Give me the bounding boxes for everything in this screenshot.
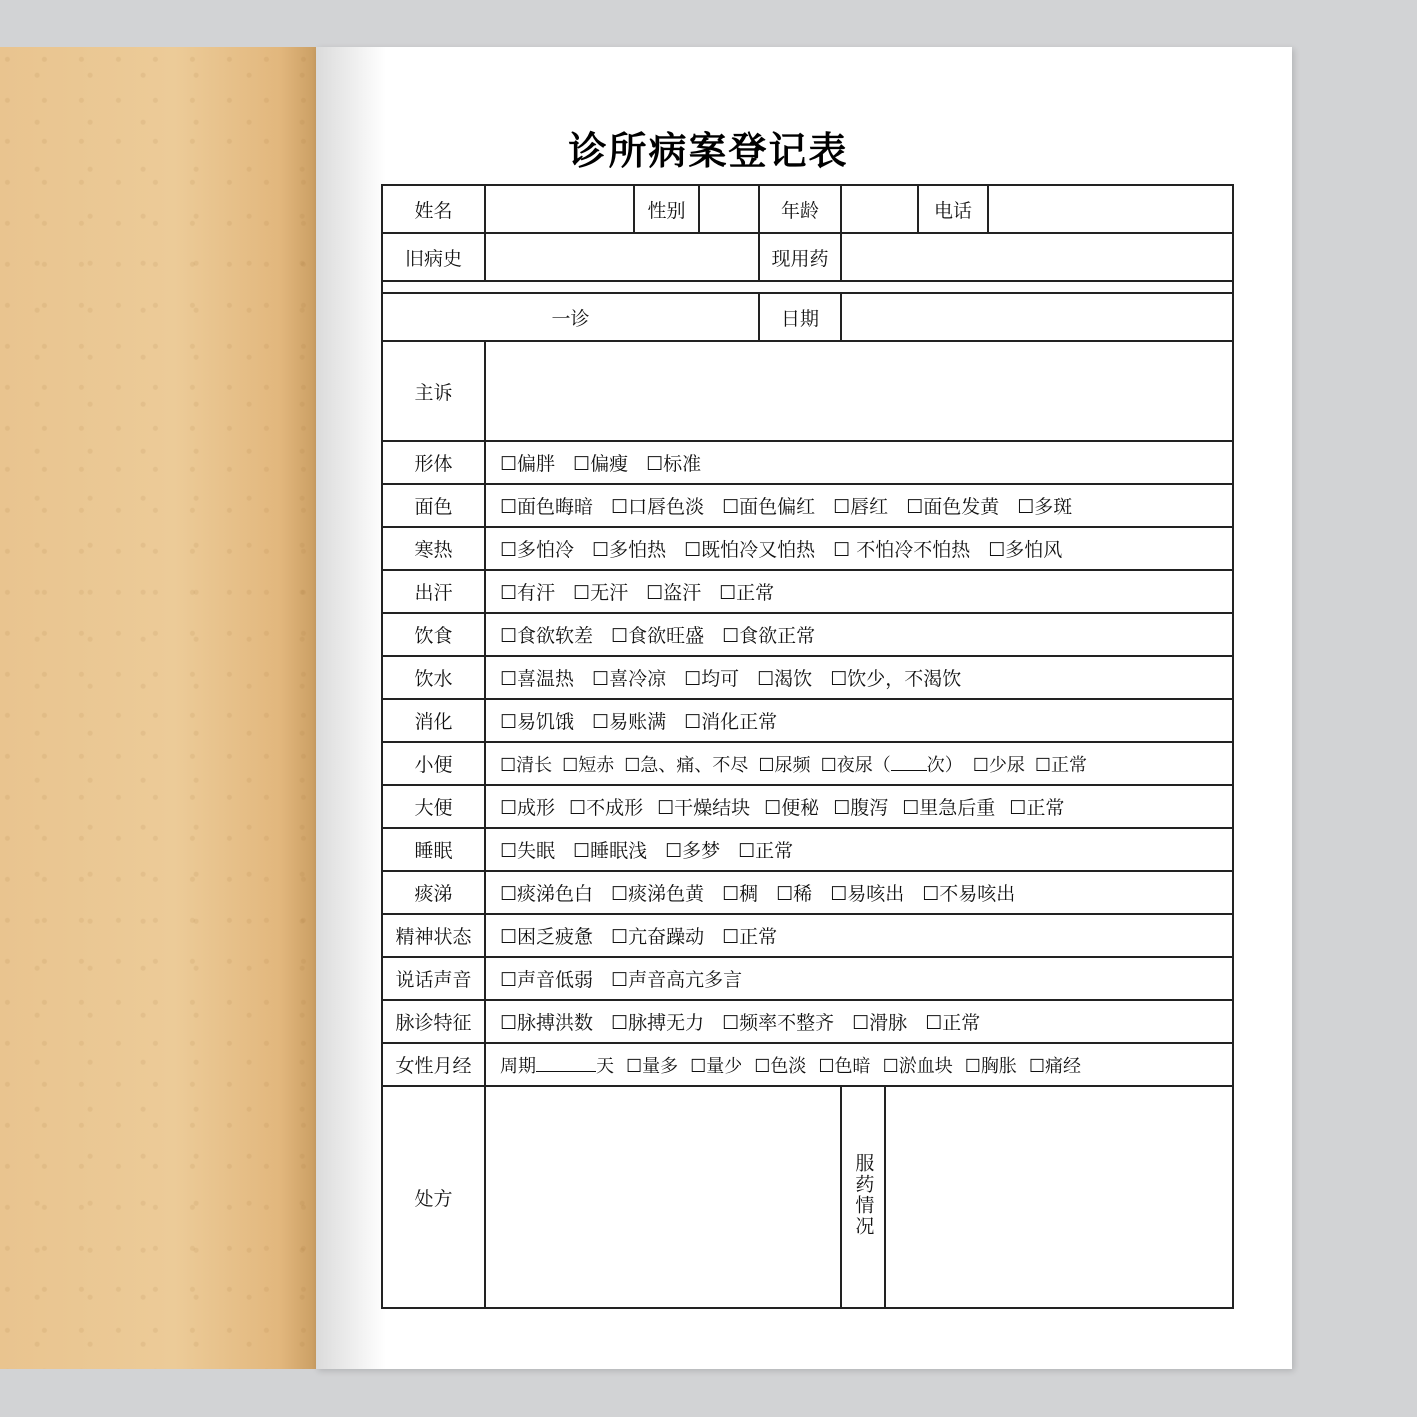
checkbox-option[interactable]: ☐脉搏洪数 bbox=[500, 1012, 594, 1034]
checkbox-option[interactable]: ☐盗汗 bbox=[646, 582, 702, 604]
symptom-options bbox=[485, 828, 1233, 871]
symptom-options bbox=[485, 1000, 1233, 1043]
checkbox-option[interactable]: ☐尿频 bbox=[758, 754, 811, 776]
checkbox-option[interactable]: ☐频率不整齐 bbox=[722, 1012, 835, 1034]
checkbox-option[interactable]: ☐食欲正常 bbox=[722, 625, 816, 647]
record-table bbox=[381, 184, 1234, 1309]
gender-label: 性别 bbox=[634, 185, 699, 233]
checkbox-option[interactable]: ☐面色晦暗 bbox=[500, 496, 594, 518]
symptom-options bbox=[485, 699, 1233, 742]
medication-status-cell bbox=[841, 1086, 885, 1308]
checkbox-option[interactable]: ☐易账满 bbox=[592, 711, 667, 733]
checkbox-option[interactable]: ☐正常 bbox=[1034, 754, 1087, 776]
symptom-options bbox=[485, 957, 1233, 1000]
symptom-options bbox=[485, 441, 1233, 484]
checkbox-option[interactable]: ☐既怕冷又怕热 bbox=[684, 539, 816, 561]
symptom-label: 出汗 bbox=[382, 570, 485, 613]
symptom-options bbox=[485, 613, 1233, 656]
symptom-label: 睡眠 bbox=[382, 828, 485, 871]
checkbox-option[interactable]: ☐喜温热 bbox=[500, 668, 575, 690]
checkbox-option[interactable]: ☐稀 bbox=[776, 883, 813, 905]
checkbox-option[interactable]: ☐色暗 bbox=[818, 1055, 871, 1077]
checkbox-option[interactable]: ☐正常 bbox=[1009, 797, 1065, 819]
checkbox-option[interactable]: ☐短赤 bbox=[562, 754, 615, 776]
medication-status-label: 服药情况 bbox=[852, 1152, 875, 1237]
current-meds-field[interactable] bbox=[841, 233, 1233, 281]
age-label: 年龄 bbox=[759, 185, 841, 233]
symptom-options bbox=[485, 785, 1233, 828]
checkbox-option[interactable]: ☐痰涕色黄 bbox=[611, 883, 705, 905]
checkbox-option[interactable]: ☐色淡 bbox=[754, 1055, 807, 1077]
checkbox-option[interactable]: ☐睡眠浅 bbox=[573, 840, 648, 862]
checkbox-option[interactable]: ☐均可 bbox=[684, 668, 740, 690]
history-label: 旧病史 bbox=[382, 233, 485, 281]
checkbox-option[interactable]: ☐不易咳出 bbox=[922, 883, 1016, 905]
form-title: 诊所病案登记表 bbox=[568, 129, 849, 173]
checkbox-option[interactable]: ☐胸胀 bbox=[964, 1055, 1017, 1077]
checkbox-option[interactable]: ☐里急后重 bbox=[902, 797, 996, 819]
complaint-field[interactable] bbox=[485, 341, 1233, 441]
symptom-options bbox=[485, 570, 1233, 613]
symptom-options bbox=[485, 484, 1233, 527]
phone-label: 电话 bbox=[918, 185, 988, 233]
checkbox-option[interactable]: ☐多斑 bbox=[1017, 496, 1073, 518]
date-label: 日期 bbox=[759, 293, 841, 341]
checkbox-option[interactable]: ☐稠 bbox=[722, 883, 759, 905]
symptom-options bbox=[485, 1043, 1233, 1086]
checkbox-option[interactable]: ☐面色偏红 bbox=[722, 496, 816, 518]
checkbox-option[interactable]: ☐易饥饿 bbox=[500, 711, 575, 733]
checkbox-option[interactable]: ☐声音高亢多言 bbox=[611, 969, 743, 991]
checkbox-option[interactable]: ☐不成形 bbox=[569, 797, 644, 819]
checkbox-option[interactable]: ☐痰涕色白 bbox=[500, 883, 594, 905]
checkbox-option[interactable]: ☐消化正常 bbox=[684, 711, 778, 733]
night-urination-suffix: 次） bbox=[926, 754, 963, 776]
symptom-label: 精神状态 bbox=[382, 914, 485, 957]
cycle-suffix: 天 bbox=[596, 1055, 614, 1077]
symptom-options bbox=[485, 742, 1233, 785]
checkbox-option[interactable]: ☐无汗 bbox=[573, 582, 629, 604]
symptom-label: 饮食 bbox=[382, 613, 485, 656]
checkbox-option[interactable]: ☐喜冷凉 bbox=[592, 668, 667, 690]
cycle-days-blank[interactable] bbox=[536, 1057, 596, 1072]
prescription-field[interactable] bbox=[485, 1086, 841, 1308]
checkbox-option[interactable]: ☐困乏疲惫 bbox=[500, 926, 594, 948]
menstrual-cycle-option[interactable] bbox=[500, 1052, 614, 1078]
checkbox-option[interactable]: ☐淤血块 bbox=[882, 1055, 953, 1077]
checkbox-option[interactable]: ☐多怕热 bbox=[592, 539, 667, 561]
checkbox-option[interactable]: ☐易咳出 bbox=[830, 883, 905, 905]
checkbox-option[interactable]: ☐正常 bbox=[925, 1012, 981, 1034]
symptom-label: 寒热 bbox=[382, 527, 485, 570]
symptom-label: 脉诊特征 bbox=[382, 1000, 485, 1043]
section-divider bbox=[382, 281, 1233, 293]
checkbox-option[interactable]: ☐急、痛、不尽 bbox=[624, 754, 749, 776]
history-field[interactable] bbox=[485, 233, 759, 281]
symptom-label: 饮水 bbox=[382, 656, 485, 699]
checkbox-option[interactable]: ☐ 不怕冷不怕热 bbox=[833, 539, 971, 561]
checkbox-option[interactable]: ☐痛经 bbox=[1028, 1055, 1081, 1077]
checkbox-option[interactable]: ☐成形 bbox=[500, 797, 556, 819]
phone-field[interactable] bbox=[988, 185, 1233, 233]
record-form bbox=[381, 184, 1232, 1309]
symptom-label: 面色 bbox=[382, 484, 485, 527]
symptom-label: 痰涕 bbox=[382, 871, 485, 914]
checkbox-option[interactable]: ☐多怕冷 bbox=[500, 539, 575, 561]
age-field[interactable] bbox=[841, 185, 918, 233]
symptom-options bbox=[485, 914, 1233, 957]
symptom-options bbox=[485, 656, 1233, 699]
kraft-cover bbox=[0, 47, 318, 1369]
checkbox-option[interactable]: ☐便秘 bbox=[764, 797, 820, 819]
checkbox-option[interactable]: ☐多梦 bbox=[665, 840, 721, 862]
complaint-label: 主诉 bbox=[382, 341, 485, 441]
checkbox-option[interactable]: ☐饮少，不渴饮 bbox=[830, 668, 962, 690]
symptom-label: 小便 bbox=[382, 742, 485, 785]
date-field[interactable] bbox=[841, 293, 1233, 341]
night-urination-prefix: ☐夜尿（ bbox=[820, 754, 891, 776]
checkbox-option[interactable]: ☐偏瘦 bbox=[573, 453, 629, 475]
symptom-options bbox=[485, 871, 1233, 914]
checkbox-option[interactable]: ☐量多 bbox=[626, 1055, 679, 1077]
first-visit-label: 一诊 bbox=[382, 293, 759, 341]
page-gutter-shadow bbox=[316, 47, 386, 1369]
current-meds-label: 现用药 bbox=[759, 233, 841, 281]
symptom-label: 说话声音 bbox=[382, 957, 485, 1000]
checkbox-option[interactable]: ☐标准 bbox=[646, 453, 702, 475]
checkbox-option[interactable]: ☐多怕风 bbox=[988, 539, 1063, 561]
medication-status-field[interactable] bbox=[885, 1086, 1233, 1308]
symptom-label: 形体 bbox=[382, 441, 485, 484]
cycle-prefix: 周期 bbox=[500, 1055, 536, 1077]
checkbox-option[interactable]: ☐干燥结块 bbox=[657, 797, 751, 819]
checkbox-option[interactable]: ☐有汗 bbox=[500, 582, 556, 604]
checkbox-option[interactable]: ☐清长 bbox=[500, 754, 553, 776]
checkbox-option[interactable]: ☐滑脉 bbox=[852, 1012, 908, 1034]
checkbox-option[interactable]: ☐失眠 bbox=[500, 840, 556, 862]
checkbox-option[interactable]: ☐正常 bbox=[738, 840, 794, 862]
checkbox-option[interactable]: ☐唇红 bbox=[833, 496, 889, 518]
checkbox-option[interactable]: ☐少尿 bbox=[972, 754, 1025, 776]
checkbox-option[interactable]: ☐偏胖 bbox=[500, 453, 556, 475]
name-label: 姓名 bbox=[382, 185, 485, 233]
checkbox-option[interactable]: ☐口唇色淡 bbox=[611, 496, 705, 518]
prescription-label: 处方 bbox=[382, 1086, 485, 1308]
checkbox-option[interactable]: ☐正常 bbox=[719, 582, 775, 604]
symptom-label: 女性月经 bbox=[382, 1043, 485, 1086]
checkbox-option[interactable]: ☐正常 bbox=[722, 926, 778, 948]
symptom-label: 大便 bbox=[382, 785, 485, 828]
checkbox-option[interactable]: ☐量少 bbox=[690, 1055, 743, 1077]
night-count-blank[interactable] bbox=[891, 756, 927, 771]
gender-field[interactable] bbox=[699, 185, 759, 233]
night-urination-option[interactable] bbox=[821, 751, 963, 777]
symptom-label: 消化 bbox=[382, 699, 485, 742]
symptom-options bbox=[485, 527, 1233, 570]
checkbox-option[interactable]: ☐腹泻 bbox=[833, 797, 889, 819]
checkbox-option[interactable]: ☐食欲软差 bbox=[500, 625, 594, 647]
checkbox-option[interactable]: ☐声音低弱 bbox=[500, 969, 594, 991]
checkbox-option[interactable]: ☐面色发黄 bbox=[906, 496, 1000, 518]
checkbox-option[interactable]: ☐渴饮 bbox=[757, 668, 813, 690]
checkbox-option[interactable]: ☐食欲旺盛 bbox=[611, 625, 705, 647]
name-field[interactable] bbox=[485, 185, 634, 233]
checkbox-option[interactable]: ☐亢奋躁动 bbox=[611, 926, 705, 948]
checkbox-option[interactable]: ☐脉搏无力 bbox=[611, 1012, 705, 1034]
